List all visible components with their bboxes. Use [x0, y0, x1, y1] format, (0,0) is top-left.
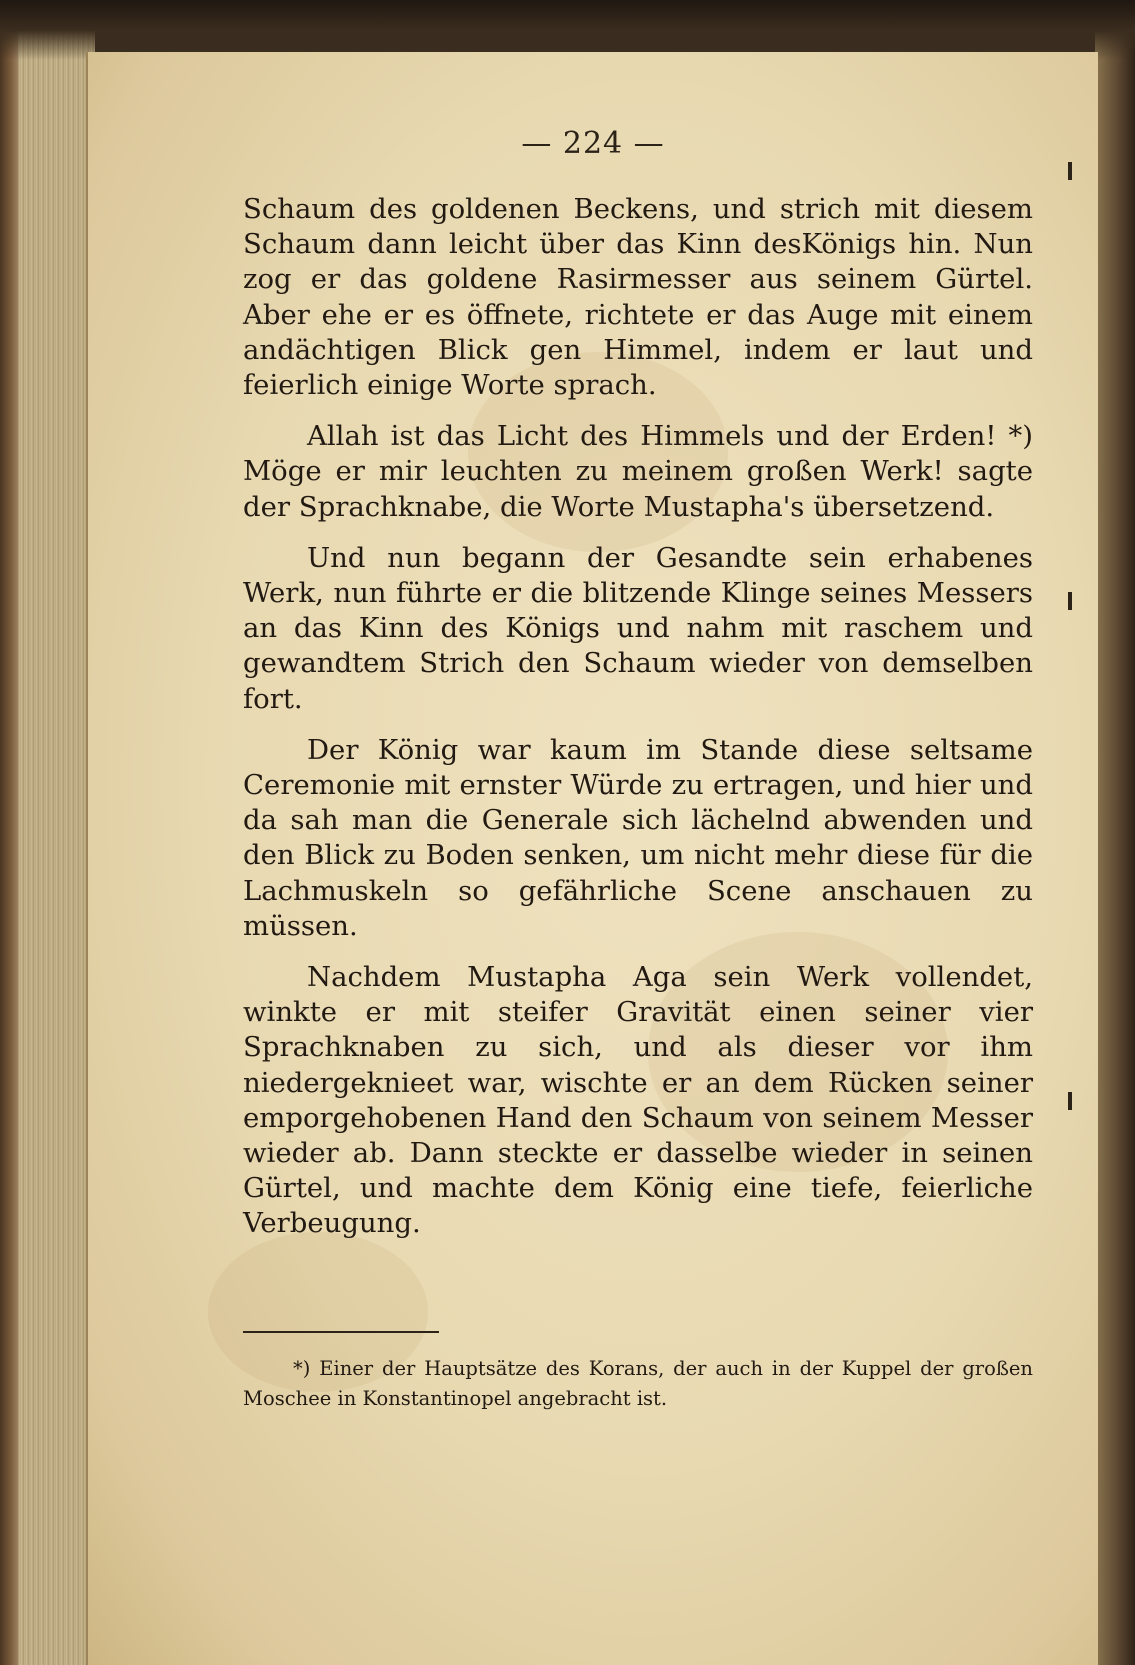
margin-mark — [1068, 592, 1072, 610]
book-right-edge — [1095, 0, 1135, 1665]
footnote: *) Einer der Hauptsätze des Korans, der auch in der Kuppel der großen Moschee in Konstantinopel angebracht ist. — [243, 1357, 1033, 1410]
body-text — [243, 192, 1033, 1258]
paragraph: Und nun begann der Gesandte sein erhabenes Werk, nun führte er die blitzende Klinge seines Messers an das Kinn des Königs und nahm mit raschem und gewandtem Strich den Schaum wieder von demselben fort. — [243, 541, 1033, 715]
top-shadow — [0, 0, 1135, 60]
page-sheet — [86, 52, 1098, 1665]
footnote-divider — [243, 1331, 439, 1333]
paragraph: Schaum des goldenen Beckens, und strich mit diesem Schaum dann leicht über das Kinn desKönigs hin. Nun zog er das goldene Rasirmesser aus seinem Gürtel. Aber ehe er es öffnete, richtete er das Auge mit einem andächtigen Blick gen Himmel, indem er laut und feierlich einige Worte sprach. — [243, 193, 1033, 402]
paragraph: Allah ist das Licht des Himmels und der Erden! *) Möge er mir leuchten zu meinem großen Werk! sagte der Sprachknabe, die Worte Mustapha's übersetzend. — [243, 420, 1033, 523]
paragraph: Der König war kaum im Stande diese seltsame Ceremonie mit ernster Würde zu ertragen, und hier und da sah man die Generale sich lächelnd abwenden und den Blick zu Boden senken, um nicht mehr diese für die Lachmuskeln so gefährliche Scene anschauen zu müssen. — [243, 733, 1033, 942]
book-binding — [0, 0, 18, 1665]
margin-mark — [1068, 1092, 1072, 1110]
page-number: — 224 — — [521, 126, 665, 161]
margin-mark — [1068, 162, 1072, 180]
paragraph: Nachdem Mustapha Aga sein Werk vollendet, winkte er mit steifer Gravität einen seiner vier Sprachknaben zu sich, und als dieser vor ihm niedergeknieet war, wischte er an dem Rücken seiner emporgehobenen Hand den Schaum von seinem Messer wieder ab. Dann steckte er dasselbe wieder in seinen Gürtel, und machte dem König eine tiefe, feierliche Verbeugung. — [243, 961, 1033, 1240]
